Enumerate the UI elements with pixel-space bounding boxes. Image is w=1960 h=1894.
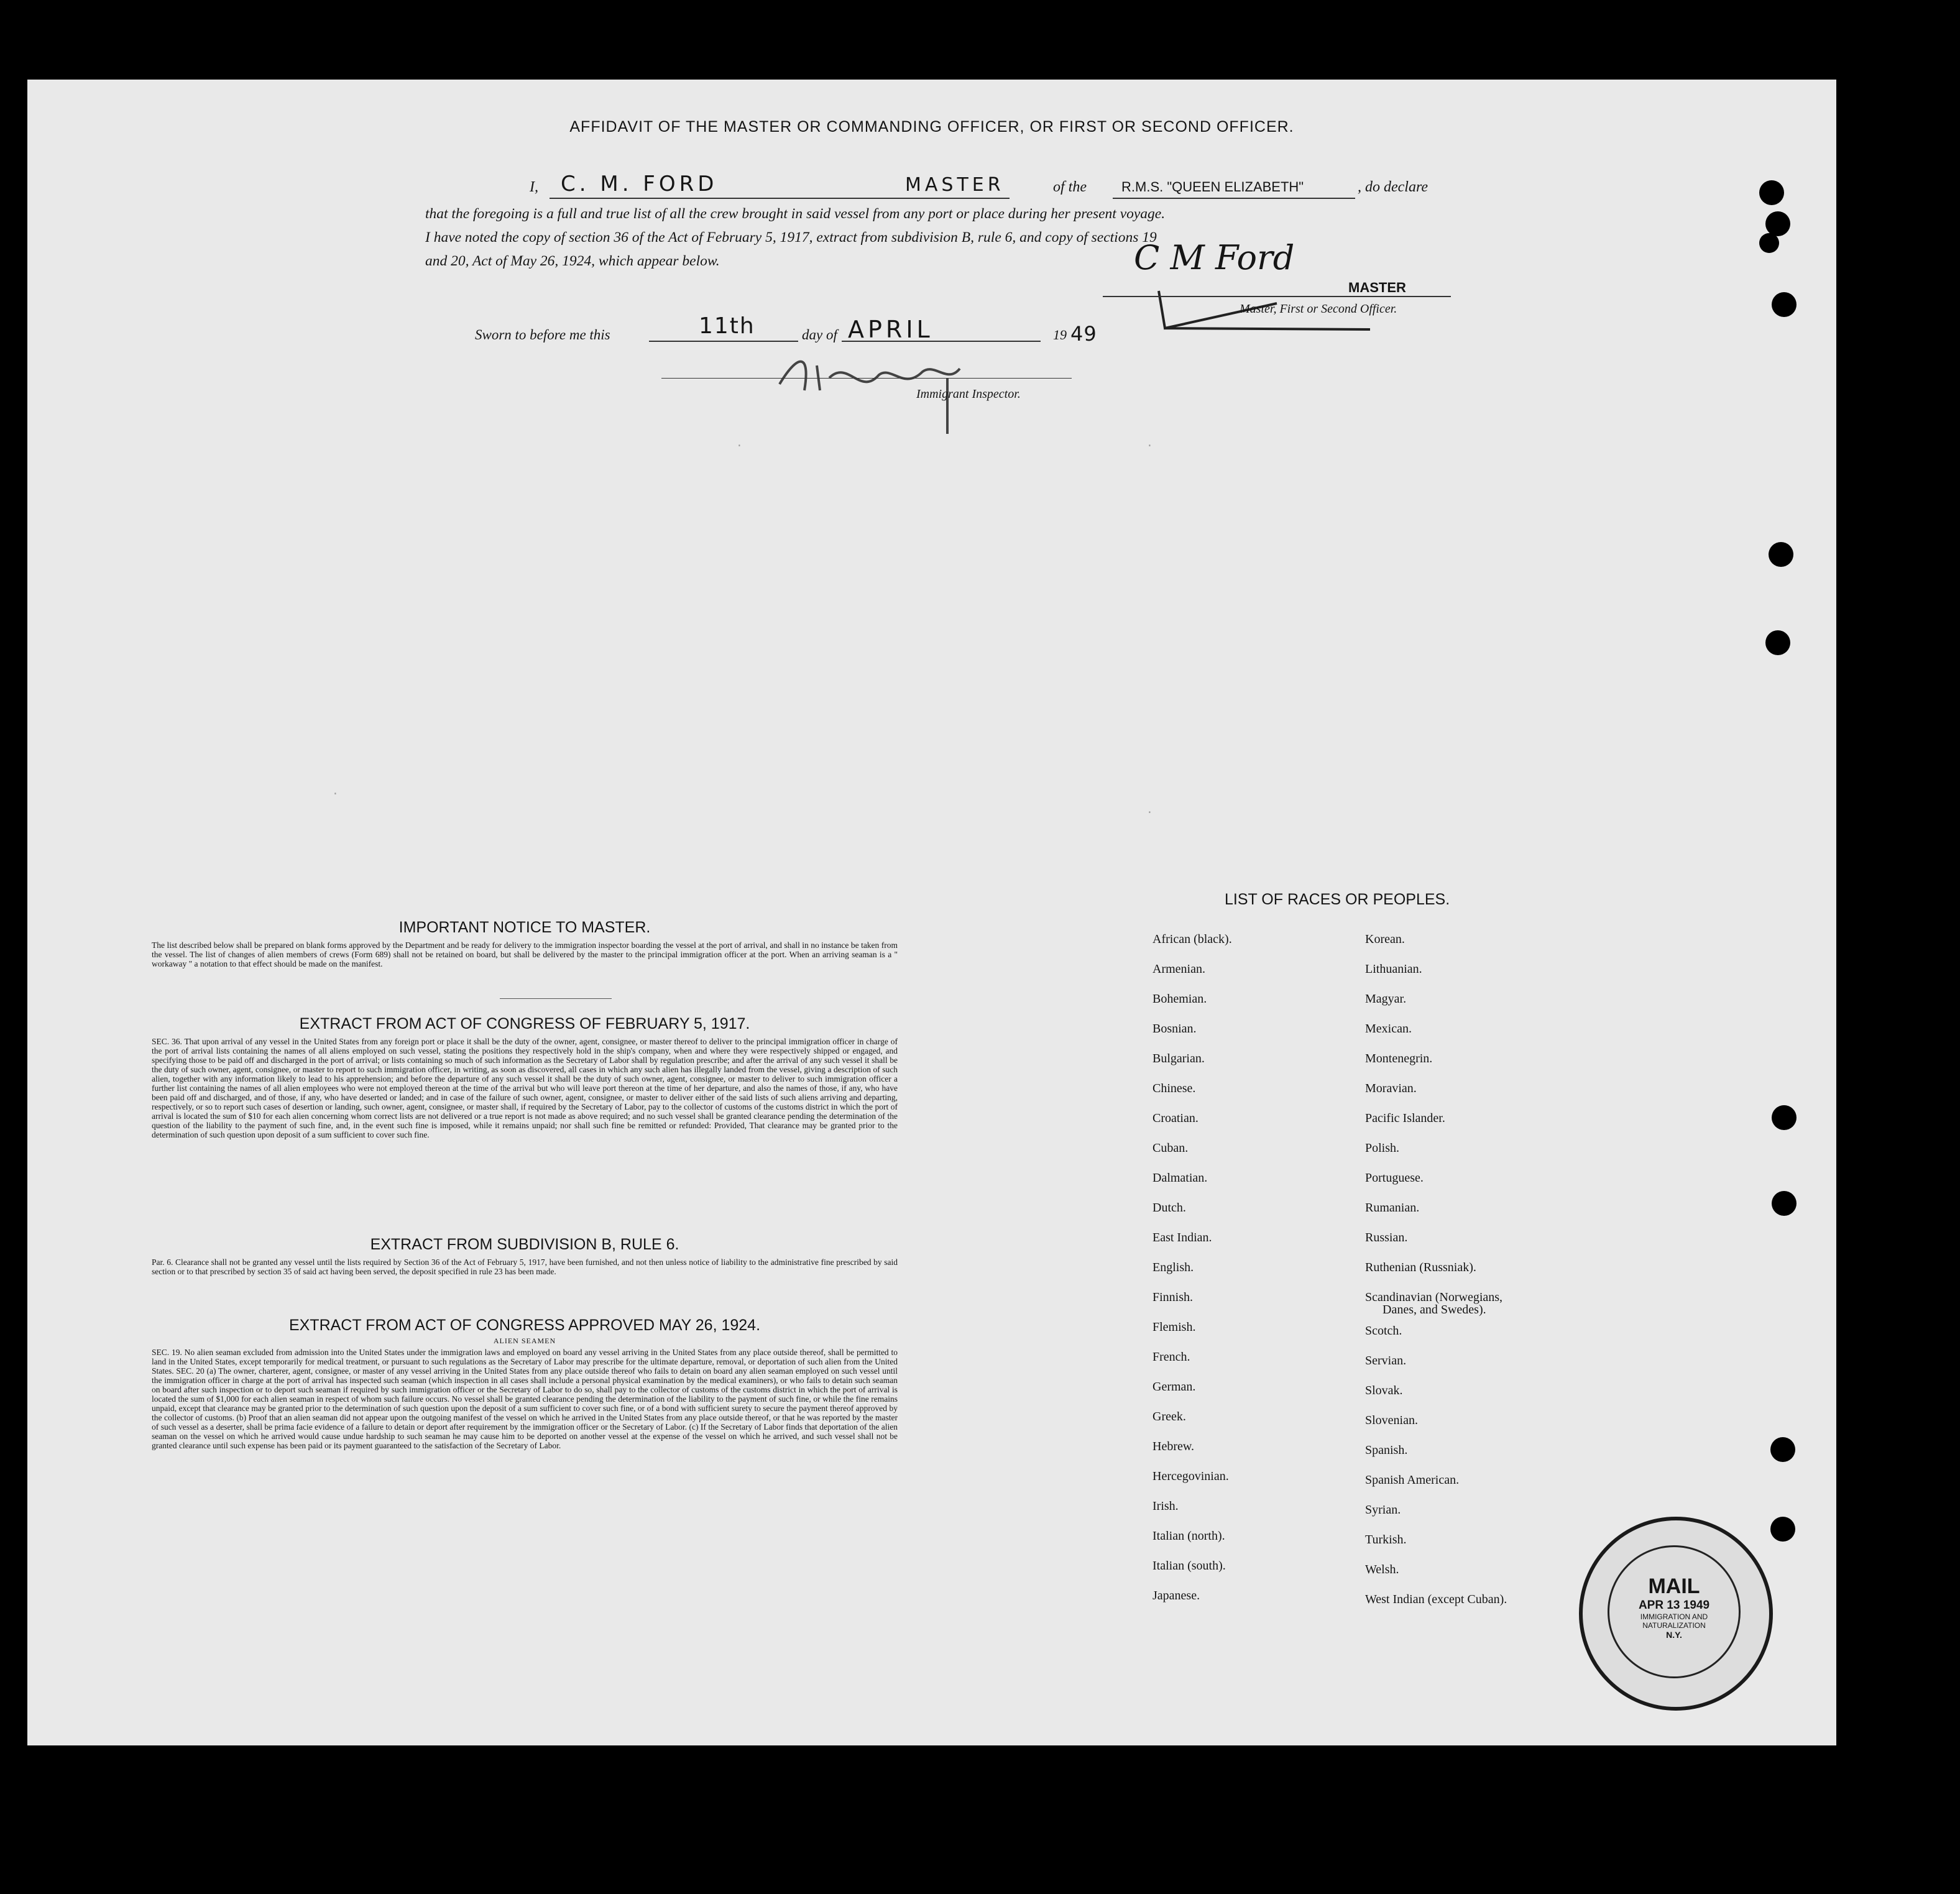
postmark-date: APR 13 1949 [1638,1599,1710,1612]
declare-label: , do declare [1358,179,1429,195]
race-item: Magyar. [1365,992,1407,1006]
binder-hole [1772,292,1797,317]
extract-1924-title: EXTRACT FROM ACT OF CONGRESS APPROVED MAY 26, 1924. [288,1317,761,1334]
affidavit-header: AFFIDAVIT OF THE MASTER OR COMMANDING OFFICER, OR FIRST OR SECOND OFFICER. [569,118,1294,136]
bleed-mark: · [1146,807,1153,819]
bleed-mark: · [332,788,339,801]
race-item: Flemish. [1153,1320,1196,1334]
extract-1917-title: EXTRACT FROM ACT OF CONGRESS OF FEBRUARY 5, 1917. [299,1015,750,1032]
race-item: Croatian. [1153,1111,1199,1125]
race-item: Bulgarian. [1153,1052,1205,1065]
race-item: Ruthenian (Russniak). [1365,1261,1476,1274]
affidavit-line-3: I have noted the copy of section 36 of the Act of February 5, 1917, extract from subdivision B, rule 6, and copy of sections 19 [425,229,1157,246]
race-item: Greek. [1153,1410,1186,1423]
race-item: Syrian. [1365,1503,1401,1517]
bleed-mark: · [736,440,743,453]
race-item: Chinese. [1153,1082,1196,1095]
race-item: Servian. [1365,1354,1407,1368]
postmark-word: MAIL [1648,1575,1700,1598]
race-item: Hebrew. [1153,1440,1195,1453]
notice-title: IMPORTANT NOTICE TO MASTER. [398,919,651,936]
binder-hole [1770,1517,1795,1542]
vessel-name: R.M.S. "QUEEN ELIZABETH" [1121,179,1304,195]
position-handwritten: MASTER [905,174,1005,196]
races-title: LIST OF RACES OR PEOPLES. [1225,891,1450,908]
race-item: Cuban. [1153,1141,1189,1155]
race-item: Slovak. [1365,1384,1403,1397]
race-item: Montenegrin. [1365,1052,1433,1065]
year-suffix: 49 [1070,322,1097,346]
postmark-line3: N.Y. [1666,1630,1682,1640]
postmark-line1: IMMIGRATION AND [1640,1612,1708,1621]
binder-hole [1765,211,1790,236]
race-item: Irish. [1153,1499,1179,1513]
race-item: Armenian. [1153,962,1205,976]
i-label: I, [530,179,538,195]
race-item: Bohemian. [1153,992,1207,1006]
name-underline [550,198,1010,199]
inspector-underline [661,378,1072,379]
race-item: Scandinavian (Norwegians, [1365,1290,1503,1304]
race-item: West Indian (except Cuban). [1365,1593,1507,1606]
race-item: Pacific Islander. [1365,1111,1445,1125]
bleed-mark: · [1146,440,1153,453]
binder-hole [1759,233,1779,253]
race-item: Mexican. [1365,1022,1412,1036]
race-item: Moravian. [1365,1082,1417,1095]
day-of-label: day of [802,327,837,342]
binder-hole [1765,630,1790,655]
extract-rule6-text: Par. 6. Clearance shall not be granted any vessel until the lists required by Section 36 of the Act of February 5, 1917, have been furnished, and not then unless notice of liability to the administrative fine prescribed by said section or to that prescribed by section 35 of said act having been served, the deposit specified in rule 23 has been made. [152,1257,898,1276]
race-item: French. [1153,1350,1190,1364]
race-item: Spanish. [1365,1443,1408,1457]
race-item: Japanese. [1153,1589,1200,1602]
signature-underline [1103,296,1451,297]
race-item: Hercegovinian. [1153,1469,1229,1483]
mail-postmark [1579,1517,1773,1711]
manifest-page [27,80,1836,1745]
race-item: Danes, and Swedes). [1383,1303,1486,1317]
sworn-day: 11th [699,313,755,339]
inspector-caption: Immigrant Inspector. [916,387,1021,401]
of-the-label: of the [1053,179,1087,195]
race-item: Lithuanian. [1365,962,1422,976]
race-item: Italian (south). [1153,1559,1226,1573]
race-item: Slovenian. [1365,1414,1418,1427]
year-prefix: 19 [1053,327,1067,342]
race-item: Polish. [1365,1141,1400,1155]
signature-caption: Master, First or Second Officer. [1240,302,1397,316]
race-item: Italian (north). [1153,1529,1225,1543]
binder-hole [1772,1105,1797,1130]
race-item: English. [1153,1261,1194,1274]
notice-divider [500,998,612,999]
extract-1924-text: SEC. 19. No alien seaman excluded from admission into the United States under the immigration laws and employed on board any vessel arriving in the United States from any place outside thereof, shall be permitted to land in the United States, except temporarily for medical treatment, or pursuant to such regulations as the Secretary of Labor may prescribe for the ultimate departure, removal, or deportation of such alien from the United States. SEC. 20 (a) The owner, charterer, agent, consignee, or master of any vessel arriving in the United States from any place outside thereof who fails to detain on board any alien seaman employed on such vessel until the immigration officer in charge at the port of arrival has inspected such seaman (which inspection in all cases shall include a personal physical examination by the medical examiners), or who fails to detain such seaman on board after such inspection or to deport such seaman if required by such immigration officer or the Secretary of Labor to do so, shall pay to the collector of customs of the customs district in which the port of arrival is located the sum of $1,000 for each alien seaman in respect of whom such failure occurs. No vessel shall be granted clearance pending the determination of the liability to the payment of such fine, or while the fine remains unpaid, except that clearance may be granted prior to the determination of such question upon the deposit of a sum sufficient to cover such fine, or of a bond with sufficient surety to secure the payment thereof approved by the collector of customs. (b) Proof that an alien seaman did not appear upon the outgoing manifest of the vessel on which he arrived in the United States from any place outside thereof, or that he was reported by the master of such vessel as a deserter, shall be prima facie evidence of a failure to detain or deport after requirement by the immigration officer or the Secretary of Labor. (c) If the Secretary of Labor finds that deportation of the alien seaman on the vessel on which he arrived would cause undue hardship to such seaman he may cause him to be deported on another vessel at the expense of the vessel on which he arrived, and such vessel shall not be granted clearance until such expense has been paid or its payment guaranteed to the satisfaction of the Secretary of Labor. [152,1348,898,1450]
race-item: Spanish American. [1365,1473,1460,1487]
race-item: Korean. [1365,932,1405,946]
binder-hole [1769,542,1793,567]
binder-hole [1759,180,1784,205]
sworn-label: Sworn to before me this [475,327,610,342]
race-item: Welsh. [1365,1563,1399,1576]
extract-1924-subtitle: ALIEN SEAMEN [493,1336,556,1345]
master-signature: C M Ford [1134,238,1295,277]
race-item: Scotch. [1365,1324,1402,1338]
binder-hole [1772,1191,1797,1216]
master-stamp: MASTER [1348,280,1406,295]
race-item: African (black). [1153,932,1232,946]
master-name: C. M. FORD [561,172,718,196]
sworn-month: APRIL [848,316,934,343]
affidavit-line-4: and 20, Act of May 26, 1924, which appear below. [425,253,720,269]
race-item: East Indian. [1153,1231,1212,1244]
extract-1917-text: SEC. 36. That upon arrival of any vessel in the United States from any foreign port or place it shall be the duty of the owner, agent, consignee, or master thereof to deliver to the principal immigration officer in charge of the port of arrival lists containing the names of all aliens employed on such vessel, stating the positions they respectively hold in the ship's company, when and where they were respectively shipped or engaged, and specifying those to be paid off and discharged in the port of arrival; or lists containing so much of such information as the Secretary of Labor shall by regulation prescribe; and after the arrival of any such vessel it shall be the duty of such owner, agent, consignee, or master to report to such immigration officer, in writing, as soon as discovered, all cases in which any such alien has illegally landed from the vessel, giving a description of such alien, together with any information likely to lead to his apprehension; and before the departure of any such vessel it shall be the duty of such owner, agent, consignee, or master to deliver to such immigration officer a further list containing the names of all alien employees who were not employed thereon at the time of the arrival but who will leave port thereon at the time of her departure, and also the names of those, if any, who have been paid off and discharged, and of those, if any, who have deserted or landed; and in case of the failure of such owner, agent, consignee, or master to deliver either of the said lists of such aliens arriving and departing, respectively, or so to report such cases of desertion or landing, such owner, agent, consignee, or master shall, if required by the Secretary of Labor, pay to the collector of customs of the customs district in which the port of arrival is located the sum of $10 for each alien concerning whom correct lists are not delivered or a true report is not made as above required; and no such vessel shall be granted clearance pending the determination of the question of the liability to the payment of such fine, and, in the event such fine is imposed, while it remains unpaid; nor shall such fine be remitted or refunded: Provided, That clearance may be granted prior to the determination of such question upon deposit of a sum sufficient to cover such fine. [152,1037,898,1139]
race-item: Rumanian. [1365,1201,1420,1215]
extract-rule6-title: EXTRACT FROM SUBDIVISION B, RULE 6. [370,1236,679,1253]
race-item: Russian. [1365,1231,1408,1244]
notice-text: The list described below shall be prepared on blank forms approved by the Department and be ready for delivery to the immigration inspector boarding the vessel at the port of arrival, and shall in no instance be taken from the vessel. The list of changes of alien members of crews (Form 689) shall not be retained on board, but shall be delivered by the master to the principal immigration officer at the port. When an arriving seaman is a " workaway " a notation to that effect should be made on the manifest. [152,940,898,968]
race-item: Bosnian. [1153,1022,1197,1036]
postmark-line2: NATURALIZATION [1642,1621,1706,1630]
binder-hole [1770,1437,1795,1462]
race-item: Finnish. [1153,1290,1194,1304]
race-item: Portuguese. [1365,1171,1424,1185]
race-item: German. [1153,1380,1196,1394]
race-item: Dalmatian. [1153,1171,1208,1185]
race-item: Turkish. [1365,1533,1407,1547]
affidavit-line-2: that the foregoing is a full and true list of all the crew brought in said vessel from any port or place during her present voyage. [425,206,1166,222]
race-item: Dutch. [1153,1201,1186,1215]
vessel-underline [1113,198,1355,199]
